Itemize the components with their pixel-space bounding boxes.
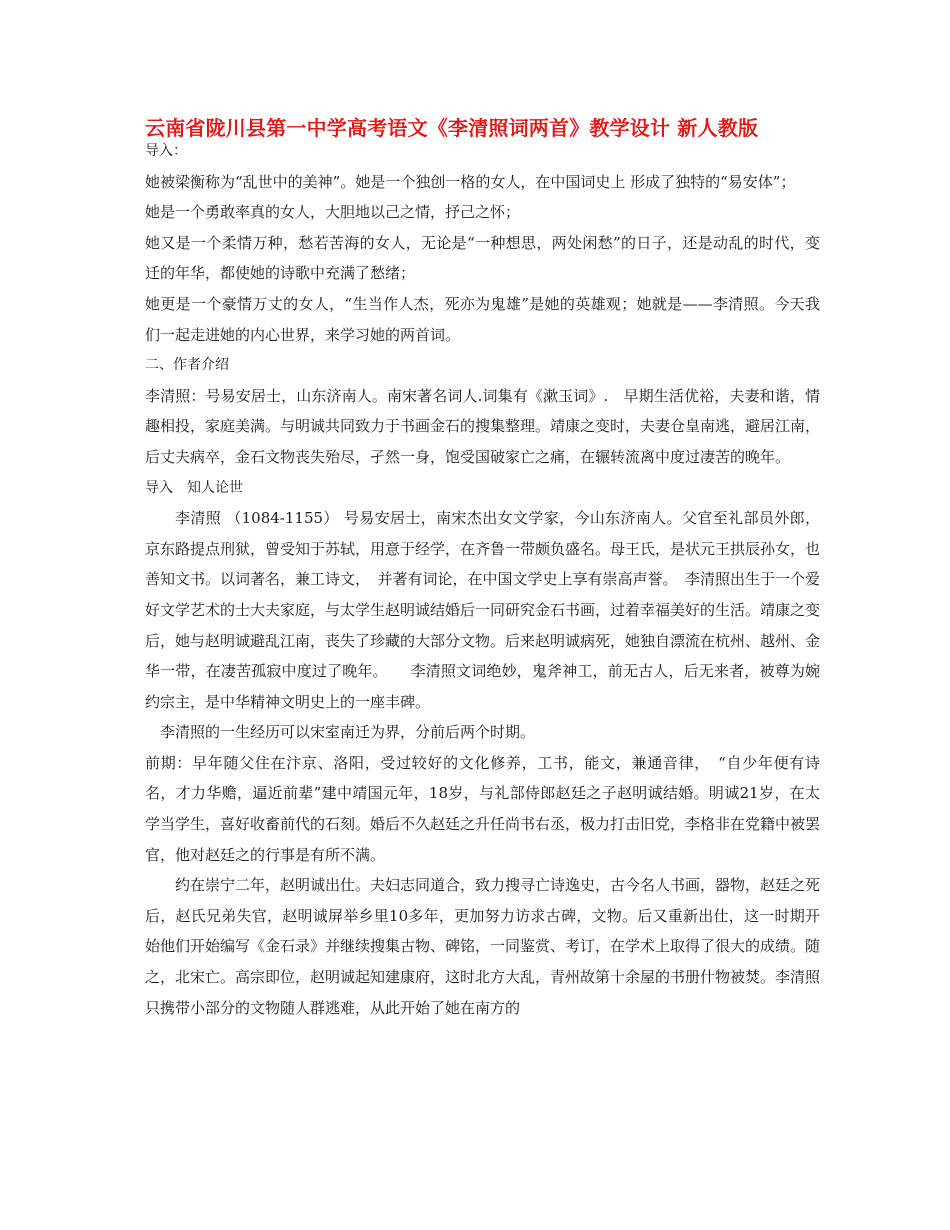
paragraph: 前期：早年随父住在汴京、洛阳，受过较好的文化修养，工书，能文，兼通音律， “自少年便有诗名，才力华赡，逼近前辈”建中靖国元年，18岁，与礼部侍郎赵廷之子赵明诚结婚。明诚21岁，在太学当学生，喜好收畜前代的石刻。婚后不久赵廷之升任尚书右丞，极力打击旧党，李格非在党籍中被罢官，他对赵廷之的行事是有所不满。: [145, 753, 821, 864]
document-body: [145, 136, 820, 1023]
section-heading-background: 导入 知人论世: [145, 479, 243, 496]
paragraph: 约在崇宁二年，赵明诚出仕。夫妇志同道合，致力搜寻亡诗逸史，古今名人书画，器物，赵廷之死后，赵氏兄弟失官，赵明诚屏举乡里10多年，更加努力访求古碑，文物。后又重新出仕，这一时期开始他们开始编写《金石录》并继续搜集古物、碑铭，一同鉴赏、考订，在学术上取得了很大的成绩。随之，北宋亡。高宗即位，赵明诚起知建康府，这时北方大乱，青州故第十余屋的书册什物被焚。李清照只携带小部分的文物随人群逃难，从此开始了她在南方的: [145, 876, 821, 1017]
paragraph: 李清照 （1084-1155） 号易安居士，南宋杰出女文学家，今山东济南人。父官至礼部员外郎，京东路提点刑狱，曾受知于苏轼，用意于经学，在齐鲁一带颇负盛名。母王氏，是状元王拱辰孙女，也善知文书。以词著名，兼工诗文， 并著有词论，在中国文学史上享有崇高声誉。 李清照出生于一个爱好文学艺术的士大夫家庭，与太学生赵明诚结婚后一同研究金石书画，过着幸福美好的生活。靖康之变后，她与赵明诚避乱江南，丧失了珍藏的大部分文物。后来赵明诚病死，她独自漂流在杭州、越州、金华一带，在凄苦孤寂中度过了晚年。 李清照文词绝妙，鬼斧神工，前无古人，后无来者，被尊为婉约宗主，是中华精神文明史上的一座丰碑。: [145, 509, 821, 711]
paragraph: 她被梁衡称为“乱世中的美神”。她是一个独创一格的女人，在中国词史上 形成了独特的“易安体”；: [145, 172, 796, 191]
paragraph: 她更是一个豪情万丈的女人，“生当作人杰，死亦为鬼雄”是她的英雄观；她就是——李清照。今天我们一起走进她的内心世界，来学习她的两首词。: [145, 294, 820, 344]
section-label-intro: 导入：: [145, 143, 187, 159]
section-heading-author: 二、作者介绍: [145, 357, 229, 374]
paragraph: 李清照：号易安居士，山东济南人。南宋著名词人.词集有《漱玉词》. 早期生活优裕，夫妻和谐，情趣相投，家庭美满。与明诚共同致力于书画金石的搜集整理。靖康之变时，夫妻仓皇南逃，避居江南，后丈夫病卒，金石文物丧失殆尽，孑然一身，饱受国破家亡之痛，在辗转流离中度过凄苦的晚年。: [145, 386, 821, 466]
document-title: 云南省陇川县第一中学高考语文《李清照词两首》教学设计 新人教版: [145, 116, 759, 140]
paragraph: 李清照的一生经历可以宋室南迁为界，分前后两个时期。: [160, 723, 536, 742]
paragraph: 她是一个勇敢率真的女人，大胆地以己之情，抒己之怀；: [145, 203, 521, 222]
paragraph: 她又是一个柔情万种，愁若苦海的女人，无论是“一种想思，两处闲愁”的日子，还是动乱的时代，变迁的年华，都使她的诗歌中充满了愁绪；: [145, 233, 820, 283]
